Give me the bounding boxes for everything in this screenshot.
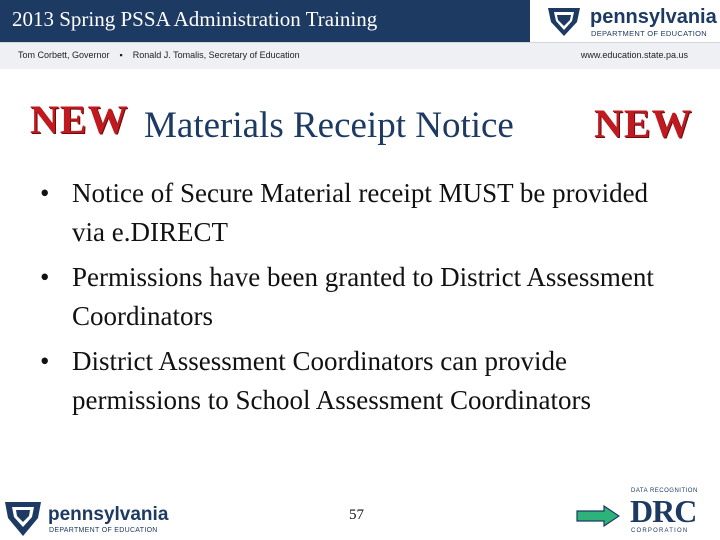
secretary-name: Ronald J. Tomalis, Secretary of Education (132, 50, 300, 60)
keystone-icon (2, 496, 44, 540)
bullet-item (40, 174, 680, 252)
bullet-text: District Assessment Coordinators can provide permissions to School Assessment Coordinators (72, 346, 591, 415)
bullet-dot: • (40, 346, 50, 376)
drc-logo-top: DATA RECOGNITION (631, 488, 698, 494)
bullet-text: Permissions have been granted to District Assessment Coordinators (72, 262, 654, 331)
bullet-text: Notice of Secure Material receipt MUST be provided via e.DIRECT (72, 178, 649, 247)
pa-logo-subtitle: DEPARTMENT OF EDUCATION (49, 527, 158, 534)
governor-line (18, 50, 300, 60)
header-title: 2013 Spring PSSA Administration Training (12, 7, 378, 31)
governor-name: Tom Corbett, Governor (18, 50, 110, 60)
drc-logo-main: DRC (630, 493, 697, 529)
pa-logo-word: pennsylvania (48, 504, 169, 525)
pa-logo-top (544, 2, 717, 40)
slide-title: Materials Receipt Notice (144, 105, 514, 146)
drc-logo-bottom: CORPORATION (631, 528, 689, 534)
pa-logo-word: pennsylvania (590, 6, 717, 28)
new-badge-left: NEW (30, 97, 129, 142)
drc-logo (628, 488, 708, 538)
separator: ▪ (119, 50, 123, 60)
new-badge-right: NEW (594, 101, 693, 146)
bullet-dot: • (40, 262, 50, 292)
pa-logo-subtitle: DEPARTMENT OF EDUCATION (591, 29, 707, 38)
slide-header (0, 0, 720, 68)
bullet-item (40, 342, 680, 420)
website-url: www.education.state.pa.us (580, 50, 688, 60)
pa-logo-bottom (2, 496, 170, 540)
title-bar (0, 0, 530, 42)
bullet-dot: • (40, 178, 50, 208)
bullet-list (40, 174, 680, 426)
keystone-icon (544, 2, 584, 40)
page-number: 57 (349, 507, 364, 523)
bullet-item (40, 258, 680, 336)
next-arrow-icon[interactable] (576, 505, 620, 527)
